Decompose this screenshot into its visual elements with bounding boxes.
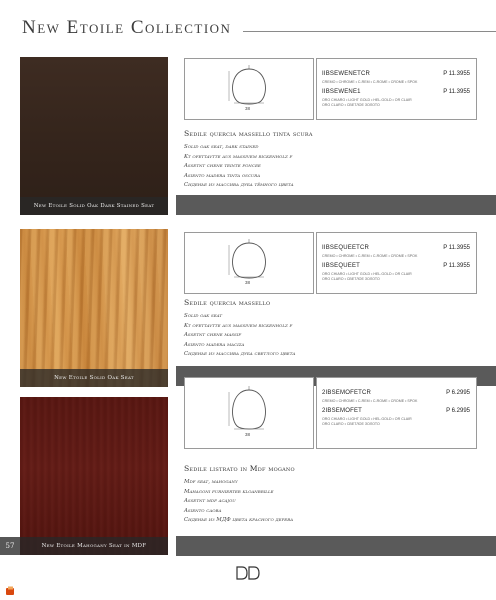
swatch-caption: New Etoile Mahogany Seat in MDF bbox=[20, 537, 168, 555]
sku-price: P 6.2995 bbox=[446, 408, 470, 414]
description-line: Asiento madera tinta oscura bbox=[184, 172, 261, 179]
drawing-dimension: 38 bbox=[245, 106, 251, 111]
sku-code: IIBSEQUEET bbox=[322, 263, 361, 269]
sku-code: 2IBSEMOFETCR bbox=[322, 390, 372, 396]
product-description bbox=[184, 298, 414, 360]
drawing-dimension: 38 bbox=[245, 280, 251, 285]
sku-price: P 11.3955 bbox=[443, 245, 470, 251]
sku-finishes: CREMO • CHROME • C-REM • C-ROME • CROME • SPOK bbox=[322, 399, 418, 403]
sku-box bbox=[316, 377, 477, 449]
sku-code: IIBSEWENE1 bbox=[322, 89, 361, 95]
sku-row bbox=[322, 89, 470, 98]
title-divider bbox=[243, 31, 496, 32]
technical-drawing-box bbox=[184, 377, 314, 449]
sku-finishes: CREMO • CHROME • C-REM • C-ROME • CROME • SPOK bbox=[322, 254, 418, 258]
sku-finishes: ORO CLARO • СВЕТЛОЕ ЗОЛОТО bbox=[322, 422, 380, 426]
sku-finishes: ORO CLARO • СВЕТЛОЕ ЗОЛОТО bbox=[322, 103, 380, 107]
sku-finishes: ORO CHIARO • LIGHT GOLD • HEL.GOLD • OR CLAIR bbox=[322, 98, 412, 102]
description-line: Сиденье из массива дуба тёмного цвета bbox=[184, 182, 294, 189]
page-title: New Etoile Collection bbox=[22, 17, 232, 38]
product-description bbox=[184, 464, 414, 526]
description-line: Mahagoni furnierter kloanbrille bbox=[184, 488, 274, 495]
sku-price: P 11.3955 bbox=[443, 71, 470, 77]
sku-code: IIBSEQUEETCR bbox=[322, 245, 370, 251]
description-line: Asiento madera maciza bbox=[184, 341, 245, 348]
sku-finishes: CREMO • CHROME • C-REM • C-ROME • CROME • SPOK bbox=[322, 80, 418, 84]
sku-row bbox=[322, 390, 470, 399]
sku-row bbox=[322, 263, 470, 272]
sku-price: P 11.3955 bbox=[443, 263, 470, 269]
technical-drawing-box bbox=[184, 58, 314, 120]
swatch-caption: New Etoile Solid Oak Dark Stained Seat bbox=[20, 197, 168, 215]
description-line: Assetnt mdf acajou bbox=[184, 498, 236, 505]
description-title: Sedile quercia massello bbox=[184, 298, 271, 307]
swatch-mahogany bbox=[20, 397, 168, 555]
sku-finishes: ORO CHIARO • LIGHT GOLD • HEL.GOLD • OR CLAIR bbox=[322, 417, 412, 421]
description-line: Assetnt chene teinte foncee bbox=[184, 163, 261, 170]
seat-drawing-icon bbox=[185, 233, 313, 293]
description-line: Mdf seat, mahogany bbox=[184, 479, 238, 485]
sku-row bbox=[322, 71, 470, 80]
description-line: Solid oak seat, dark stained bbox=[184, 144, 259, 150]
pdf-icon[interactable] bbox=[5, 586, 15, 596]
sku-code: IIBSEWENETCR bbox=[322, 71, 371, 77]
sku-row bbox=[322, 245, 470, 254]
sku-row bbox=[322, 408, 470, 417]
sku-box bbox=[316, 58, 477, 120]
description-line: Сиденье из МДФ цвета красного дерева bbox=[184, 517, 294, 524]
sku-finishes: ORO CHIARO • LIGHT GOLD • HEL.GOLD • OR CLAIR bbox=[322, 272, 412, 276]
description-line: Kt ofettavtte aus massivem rickenholz f bbox=[184, 322, 293, 329]
seat-drawing-icon bbox=[185, 378, 313, 448]
sku-box bbox=[316, 232, 477, 294]
sku-finishes: ORO CLARO • СВЕТЛОЕ ЗОЛОТО bbox=[322, 277, 380, 281]
section-band bbox=[176, 536, 496, 556]
swatch-caption: New Etoile Solid Oak Seat bbox=[20, 369, 168, 387]
sku-price: P 6.2995 bbox=[446, 390, 470, 396]
sku-price: P 11.3955 bbox=[443, 89, 470, 95]
page-number: 57 bbox=[0, 537, 20, 555]
description-title: Sedile quercia massello tinta scura bbox=[184, 129, 313, 138]
swatch-solid-oak bbox=[20, 229, 168, 387]
sku-code: 2IBSEMOFET bbox=[322, 408, 363, 414]
brand-logo bbox=[235, 566, 261, 580]
drawing-dimension: 38 bbox=[245, 432, 251, 437]
description-line: Solid oak seat bbox=[184, 313, 222, 319]
section-band bbox=[176, 195, 496, 215]
product-description bbox=[184, 129, 414, 191]
description-title: Sedile listrato in Mdf mogano bbox=[184, 464, 295, 473]
description-line: Assetnt chene massif bbox=[184, 332, 242, 339]
swatch-dark-stained-oak bbox=[20, 57, 168, 215]
seat-drawing-icon bbox=[185, 59, 313, 119]
description-line: Сиденье из массива дуба светлого цвета bbox=[184, 351, 296, 358]
description-line: Asiento caoba bbox=[184, 507, 222, 514]
technical-drawing-box bbox=[184, 232, 314, 294]
description-line: Kt ofettavtte aus massivem rickenholz f bbox=[184, 153, 293, 160]
